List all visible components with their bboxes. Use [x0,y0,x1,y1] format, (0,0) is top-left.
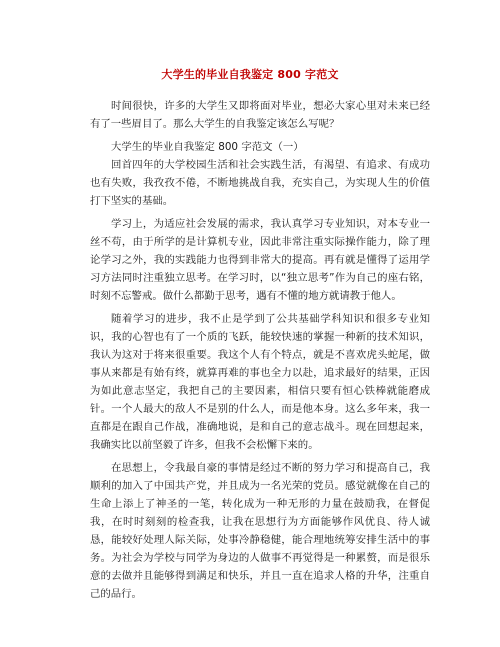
intro-paragraph: 时间很快，许多的大学生又即将面对毕业，想必大家心里对未来已经有了一些眉目了。那么大学生的自我鉴定该怎么写呢？ [90,100,430,130]
body-paragraph-3: 随着学习的进步，我不止是学到了公共基础学科知识和很多专业知识，我的心智也有了一个质的飞跃，能较快速的掌握一种新的技术知识，我认为这对于将来很重要。我这个人有个特点，就是不喜欢虎头蛇尾，做事从来都是有始有终，就算再难的事也全力以赴，追求最好的结果，正因为如此意志坚定，我把自己的主要因素，相信只要有恒心铁棒就能磨成针。一个人最大的敌人不是别的什么人，而是他本身。这么多年来，我一直都是在跟自己作战，准确地说，是和自己的意志战斗。现在回想起来，我确实比以前坚毅了许多，但我不会松懈下来的。 [90,313,430,451]
document-body [90,97,430,608]
body-paragraph-1: 回首四年的大学校园生活和社会实践生活，有渴望、有追求、有成功也有失败，我孜孜不倦，不断地挑战自我，充实自己，为实现人生的价值打下坚实的基础。 [90,159,430,207]
body-paragraph-4: 在思想上，令我最自豪的事情是经过不断的努力学习和提高自己，我顺利的加入了中国共产党，并且成为一名光荣的党员。感觉就像在自己的生命上添上了神圣的一笔，转化成为一种无形的力量在鼓励我，在督促我，在时时刻刻的检查我，让我在思想行为方面能够作风优良、待人诚恳，能较好处理人际关际，处事冷静稳健，能合理地统筹安排生活中的事务。为社会为学校与同学为身边的人做事不再觉得是一种累赘，而是很乐意的去做并且能够得到满足和快乐，并且一直在追求人格的升华，注重自己的品行。 [90,462,430,600]
body-paragraph-2: 学习上，为适应社会发展的需求，我认真学习专业知识，对本专业一丝不苟，由于所学的是计算机专业，因此非常注重实际操作能力，除了理论学习之外，我的实践能力也得到非常大的提高。再有就是懂得了运用学习方法同时注重独立思考。在学习时，以“独立思考”作为自己的座右铭，时刻不忘警戒。做什么都勤于思考，遇有不懂的地方就请教于他人。 [90,218,430,302]
section-heading: 大学生的毕业自我鉴定 800 字范文（一） [111,141,304,153]
document-title: 大学生的毕业自我鉴定 800 字范文 [161,68,339,81]
